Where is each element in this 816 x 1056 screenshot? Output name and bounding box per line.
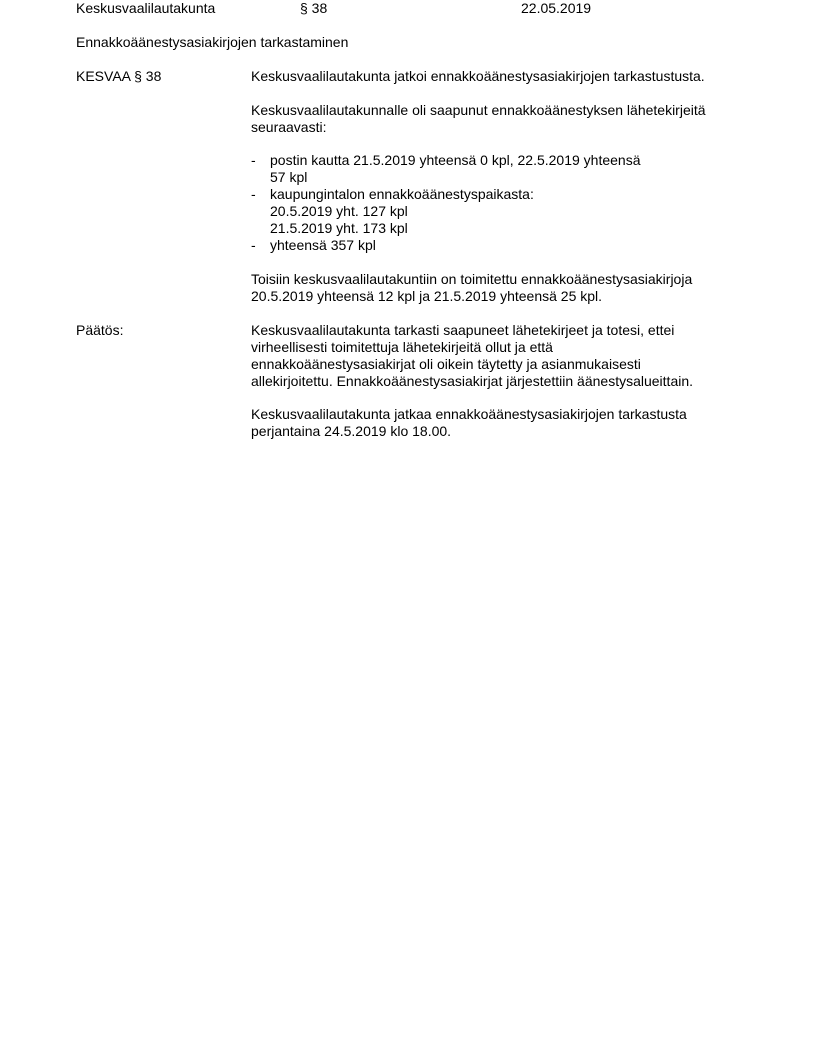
list-item-text: yhteensä 357 kpl	[270, 237, 376, 253]
document-title: Ennakkoäänestysasiakirjojen tarkastaminen	[76, 34, 349, 50]
list-item-text: postin kautta 21.5.2019 yhteensä 0 kpl, 22.5.2019 yhteensä 57 kpl	[270, 152, 641, 185]
header-organization: Keskusvaalilautakunta	[76, 0, 216, 16]
list-dash: -	[251, 152, 256, 168]
list-item-text: kaupungintalon ennakkoäänestyspaikasta: 20.5.2019 yht. 127 kpl 21.5.2019 yht. 173 kpl	[270, 186, 534, 236]
preparation-paragraph-2: Keskusvaalilautakunnalle oli saapunut ennakkoäänestyksen lähetekirjeitä seuraavasti:	[251, 102, 706, 135]
list-item	[251, 237, 751, 254]
decision-label: Päätös:	[76, 322, 124, 338]
reference-label: KESVAA § 38	[76, 68, 162, 84]
decision-paragraph-1: Keskusvaalilautakunta tarkasti saapuneet lähetekirjeet ja totesi, ettei virheellisesti toimitettuja lähetekirjeitä ollut ja että ennakkoäänestysasiakirjat oli oikein täytetty ja asianmukaisesti allekirjoitettu. Ennakkoäänestysasiakirjat järjestettiin äänestysalueittain.	[251, 322, 694, 389]
list-dash: -	[251, 186, 256, 202]
header-section-number: § 38	[300, 0, 328, 16]
letters-received-list	[251, 152, 751, 254]
list-dash: -	[251, 237, 256, 253]
list-item	[251, 186, 751, 237]
decision-paragraph-2: Keskusvaalilautakunta jatkaa ennakkoäänestysasiakirjojen tarkastusta perjantaina 24.5.2019 klo 18.00.	[251, 406, 687, 439]
header-meeting-date: 22.05.2019	[521, 0, 592, 16]
list-item	[251, 152, 751, 186]
preparation-paragraph-3: Toisiin keskusvaalilautakuntiin on toimitettu ennakkoäänestysasiakirjoja 20.5.2019 yhteensä 12 kpl ja 21.5.2019 yhteensä 25 kpl.	[251, 271, 693, 304]
preparation-paragraph-1: Keskusvaalilautakunta jatkoi ennakkoäänestysasiakirjojen tarkastustusta.	[251, 68, 705, 84]
